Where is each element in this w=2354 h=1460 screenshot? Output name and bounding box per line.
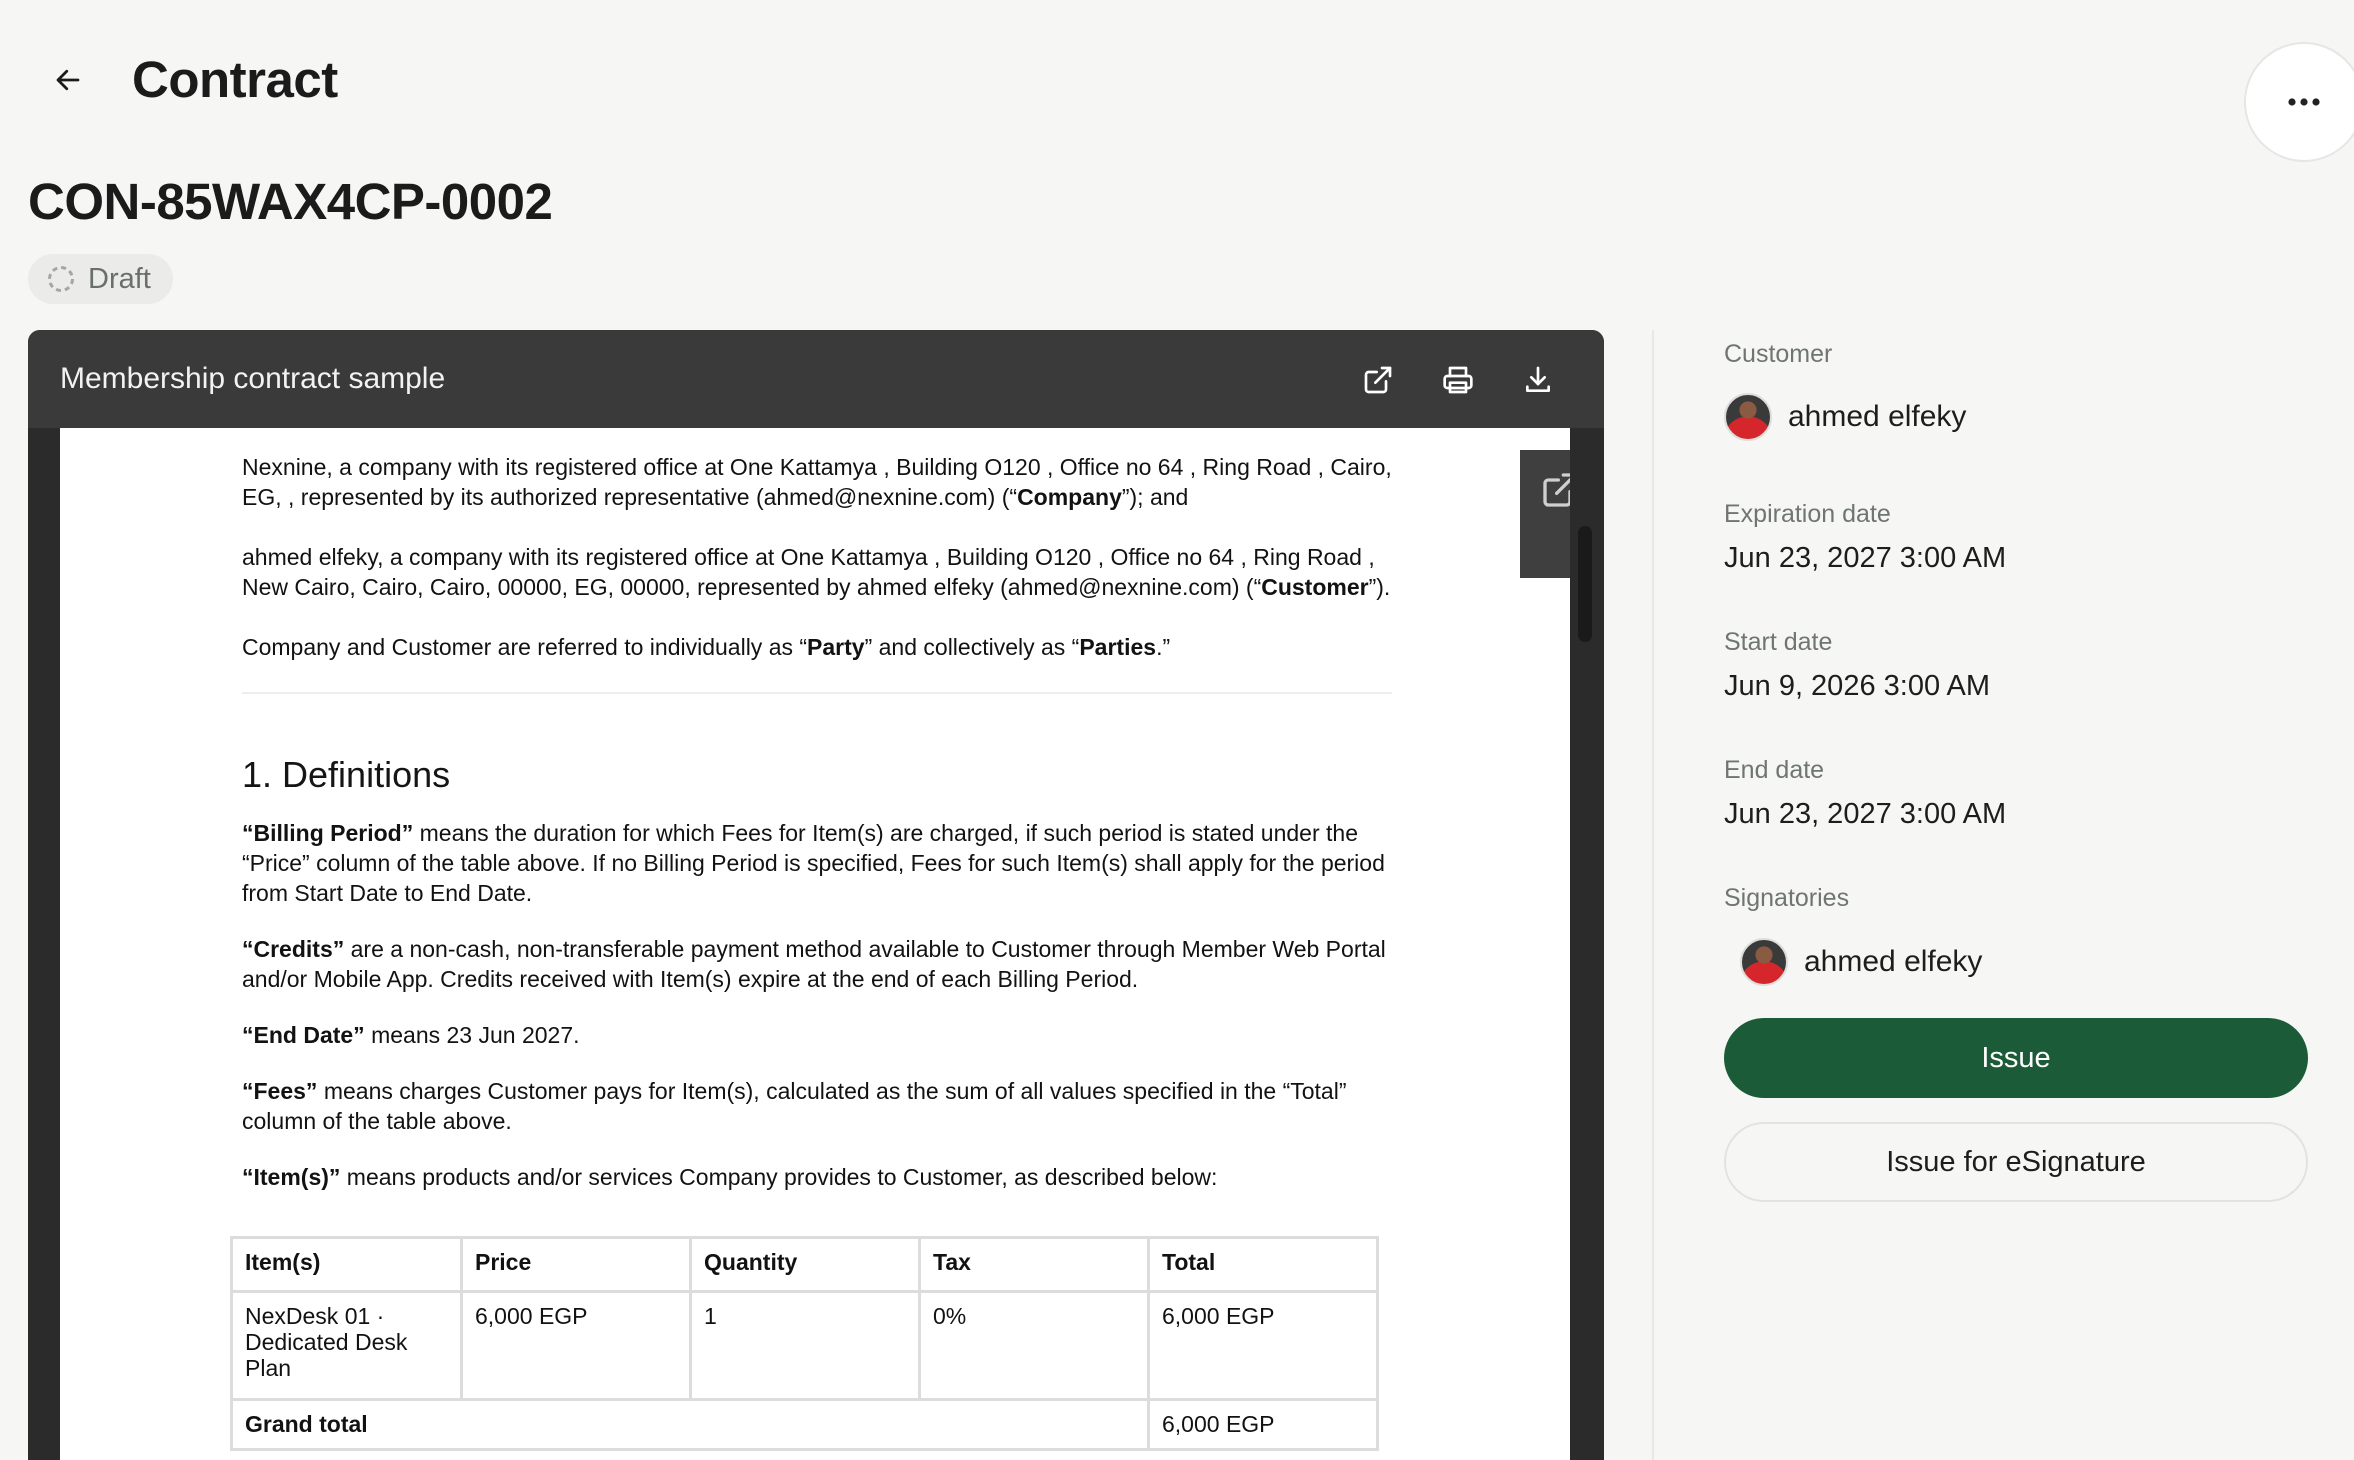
definition-term: “Fees” [242,1078,318,1104]
end-date-label: End date [1724,756,1825,784]
intro-bold: Customer [1261,574,1369,600]
open-external-button[interactable] [1354,356,1402,404]
definition-text: and/or Mobile App. Credits received with Item(s) expire at the end of each Billing Period. [242,966,1139,992]
definition-text: from Start Date to End Date. [242,880,533,906]
status-label: Draft [88,262,151,295]
intro-text: .” [1156,634,1171,660]
start-date-value: Jun 9, 2026 3:00 AM [1724,670,1991,702]
end-date-value: Jun 23, 2027 3:00 AM [1724,798,2007,830]
print-icon [1442,364,1474,396]
definition-term: “Billing Period” [242,820,414,846]
definition-text: are a non-cash, non-transferable payment method available to Customer through Member Web Portal [344,936,1386,962]
definition-text: means 23 Jun 2027. [364,1022,580,1048]
start-date-label: Start date [1724,628,1833,656]
intro-paragraph-customer [242,542,1462,602]
grand-total-label: Grand total [232,1400,1149,1450]
table-cell-total: 6,000 EGP [1149,1292,1378,1400]
intro-bold: Company [1017,484,1122,510]
document-scrollbar[interactable] [1578,526,1592,642]
table-header: Tax [920,1238,1149,1292]
definition-term: “End Date” [242,1022,365,1048]
table-row [232,1292,1378,1400]
definition-fees [242,1076,1462,1136]
definition-credits [242,934,1462,994]
signatory-name: ahmed elfeky [1804,945,1983,978]
top-bar [0,0,2354,160]
definition-end-date [242,1020,1462,1050]
document-content [242,452,1462,1218]
avatar [1724,393,1772,441]
contract-id: CON-85WAX4CP-0002 [28,173,553,230]
definition-text: column of the table above. [242,1108,512,1134]
avatar [1740,938,1788,986]
intro-text: EG, , represented by its authorized representative (ahmed@nexnine.com) (“ [242,484,1018,510]
definition-term: “Item(s)” [242,1164,341,1190]
section-heading: 1. Definitions [242,754,451,795]
expiration-date-value: Jun 23, 2027 3:00 AM [1724,542,2007,574]
table-cell-price: 6,000 EGP [462,1292,691,1400]
external-link-icon [1540,470,1570,510]
intro-text: ”). [1368,574,1391,600]
items-table [230,1236,1379,1451]
customer-chip[interactable] [1724,393,1966,441]
item-name-line: NexDesk 01 · [245,1303,385,1329]
table-header-row [232,1238,1378,1292]
external-link-icon [1362,364,1394,396]
definition-text: “Price” column of the table above. If no Billing Period is specified, Fees for such Item(s) shall apply for the period [242,850,1385,876]
intro-text: ” and collectively as “ [864,634,1080,660]
table-cell-tax: 0% [920,1292,1149,1400]
customer-label: Customer [1724,340,1833,368]
download-icon [1522,364,1554,396]
signatory-chip[interactable] [1740,938,1982,986]
item-name-line: Plan [245,1355,292,1381]
intro-bold: Parties [1079,634,1157,660]
section-divider [242,692,1392,694]
grand-total-value: 6,000 EGP [1149,1400,1378,1450]
signatories-label: Signatories [1724,884,1850,912]
table-header: Total [1149,1238,1378,1292]
document-open-external-button[interactable] [1520,450,1570,578]
draft-status-icon [46,264,76,294]
definition-text: means the duration for which Fees for Item(s) are charged, if such period is stated under the [413,820,1358,846]
document-page [60,428,1570,1460]
item-name-line: Dedicated Desk [245,1329,408,1355]
sidebar-divider [1652,330,1654,1460]
table-header: Item(s) [232,1238,462,1292]
table-cell-item [232,1292,462,1400]
arrow-left-icon [53,65,83,95]
intro-text: Nexnine, a company with its registered office at One Kattamya , Building O120 , Office no 64 , Ring Road , Cairo, [242,454,1392,480]
download-button[interactable] [1514,356,1562,404]
viewer-title: Membership contract sample [60,362,446,395]
viewer-header [28,330,1604,428]
intro-text: ahmed elfeky, a company with its registered office at One Kattamya , Building O120 , Office no 64 , Ring Road , [242,544,1375,570]
print-button[interactable] [1434,356,1482,404]
more-options-button[interactable] [2244,42,2354,162]
intro-text: ”); and [1121,484,1189,510]
definition-items [242,1162,1462,1192]
definition-term: “Credits” [242,936,345,962]
intro-paragraph-parties [242,632,1462,662]
document-viewer [28,330,1604,1460]
definition-text: means charges Customer pays for Item(s), calculated as the sum of all values specified in the “Total” [317,1078,1347,1104]
page-title: Contract [132,51,338,108]
definition-text: means products and/or services Company provides to Customer, as described below: [340,1164,1218,1190]
table-row-grand-total [232,1400,1378,1450]
table-header: Price [462,1238,691,1292]
table-header: Quantity [691,1238,920,1292]
intro-bold: Party [807,634,865,660]
definition-billing-period [242,818,1462,908]
customer-name: ahmed elfeky [1788,400,1967,433]
issue-button[interactable]: Issue [1724,1018,2308,1098]
intro-paragraph-company [242,452,1462,512]
expiration-date-label: Expiration date [1724,500,1891,528]
intro-text: Company and Customer are referred to individually as “ [242,634,808,660]
intro-text: New Cairo, Cairo, Cairo, 00000, EG, 00000, represented by ahmed elfeky (ahmed@nexnine.com) (“ [242,574,1262,600]
more-horizontal-icon [2287,97,2321,107]
table-cell-quantity: 1 [691,1292,920,1400]
issue-esignature-button[interactable]: Issue for eSignature [1724,1122,2308,1202]
back-button[interactable] [44,56,92,104]
status-badge [28,254,173,304]
